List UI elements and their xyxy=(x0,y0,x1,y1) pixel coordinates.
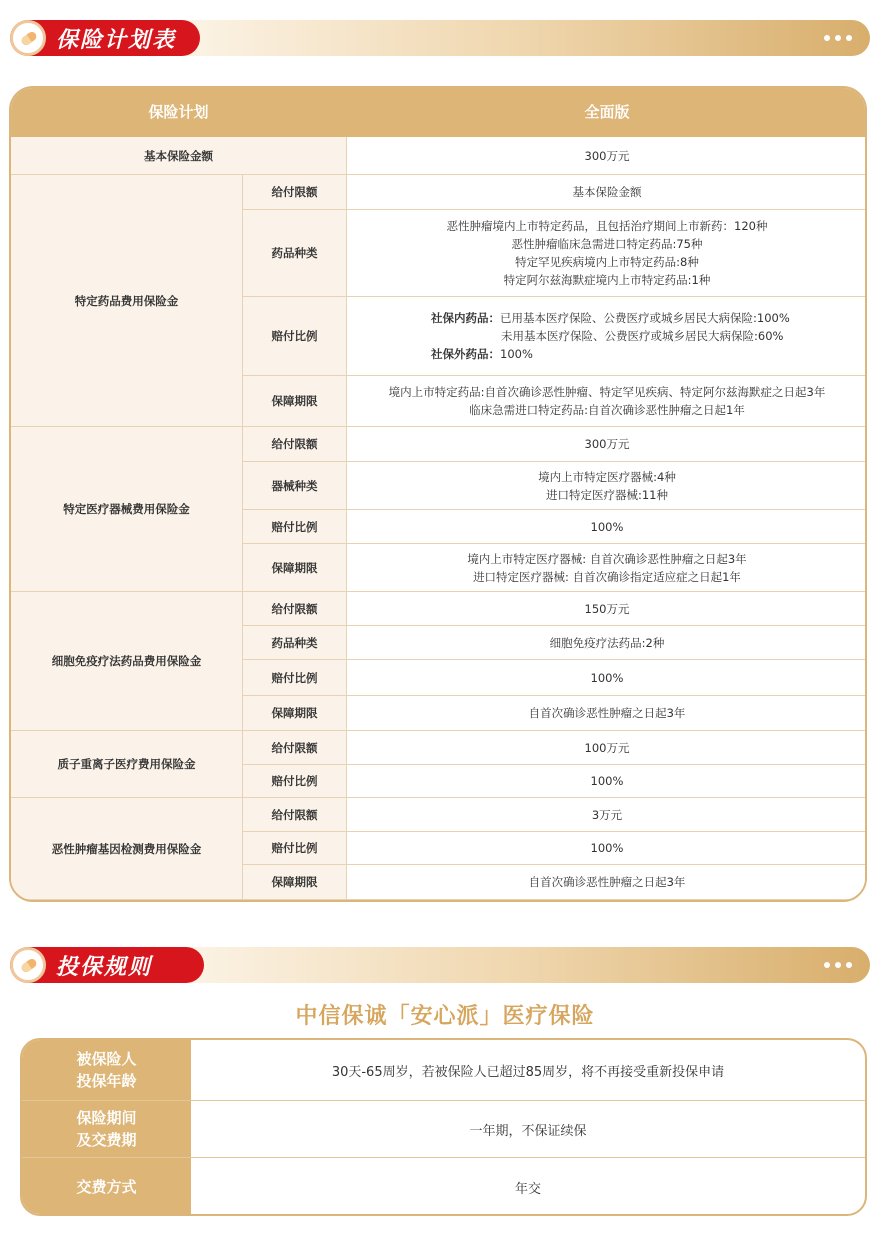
row-label: 给付限额 xyxy=(243,798,346,831)
base-amount-value: 300万元 xyxy=(347,137,867,174)
value-line: 100万元 xyxy=(584,740,630,755)
rule-value: 30天-65周岁，若被保险人已超过85周岁，将不再接受重新投保申请 xyxy=(331,1064,725,1080)
plan-table-header xyxy=(11,88,865,137)
row-value xyxy=(347,660,867,695)
rule-key-line: 及交费期 xyxy=(76,1131,137,1149)
base-amount-label: 基本保险金额 xyxy=(144,148,213,163)
value-line: 境内上市特定医疗器械:4种 xyxy=(538,469,676,484)
more-dots-icon xyxy=(824,35,852,41)
rule-value: 一年期，不保证续保 xyxy=(469,1123,587,1139)
row-value xyxy=(347,175,867,209)
row-label: 赔付比例 xyxy=(243,297,346,375)
row-value xyxy=(347,765,867,797)
value-line: 100% xyxy=(590,670,624,685)
plan-table xyxy=(9,86,867,902)
rule-value: 年交 xyxy=(514,1181,541,1197)
rule-row-period xyxy=(22,1101,865,1157)
ratio-line: 未用基本医疗保险、公费医疗或城乡居民大病保险:60% xyxy=(501,329,784,343)
group-label: 质子重离子医疗费用保险金 xyxy=(11,731,242,798)
value-line: 特定罕见疾病境内上市特定药品:8种 xyxy=(515,255,699,269)
value-line: 恶性肿瘤境内上市特定药品，且包括治疗期间上市新药：120种 xyxy=(446,219,768,233)
value-line: 细胞免疫疗法药品:2种 xyxy=(549,635,665,650)
more-dots-icon xyxy=(824,962,852,968)
base-amount-row xyxy=(11,137,865,175)
row-label: 赔付比例 xyxy=(243,660,346,695)
row-label: 给付限额 xyxy=(243,175,346,209)
row-label: 保障期限 xyxy=(243,696,346,730)
group-label: 恶性肿瘤基因检测费用保险金 xyxy=(11,798,242,900)
group-label: 特定医疗器械费用保险金 xyxy=(11,427,242,592)
row-value xyxy=(347,731,867,764)
rule-key xyxy=(22,1101,191,1157)
capsule-icon xyxy=(10,947,46,983)
value-line: 100% xyxy=(590,774,624,788)
row-value xyxy=(347,592,867,625)
value-line: 150万元 xyxy=(584,601,630,616)
row-value xyxy=(347,544,867,591)
row-value xyxy=(347,427,867,461)
value-line: 境内上市特定药品:自首次确诊恶性肿瘤、特定罕见疾病、特定阿尔兹海默症之日起3年 xyxy=(388,385,826,399)
rule-key-line: 被保险人 xyxy=(76,1050,137,1068)
plan-section-pill xyxy=(10,20,200,56)
row-label: 保障期限 xyxy=(243,376,346,426)
row-label: 给付限额 xyxy=(243,592,346,625)
ratio-line: 社保外药品：100% xyxy=(431,347,533,361)
row-value xyxy=(347,626,867,659)
value-line: 300万元 xyxy=(584,437,630,451)
row-value xyxy=(347,462,867,509)
ratio-line: 社保内药品：已用基本医疗保险、公费医疗或城乡居民大病保险:100% xyxy=(431,311,790,325)
row-value xyxy=(347,832,867,864)
rule-key-line: 交费方式 xyxy=(76,1178,137,1196)
group-label: 细胞免疫疗法药品费用保险金 xyxy=(11,592,242,731)
value-line: 境内上市特定医疗器械: 自首次确诊恶性肿瘤之日起3年 xyxy=(467,551,747,566)
group-label: 特定药品费用保险金 xyxy=(11,175,242,427)
row-value xyxy=(347,696,867,730)
value-line: 100% xyxy=(590,519,624,534)
rules-section-title: 投保规则 xyxy=(56,954,153,980)
rules-table xyxy=(20,1038,867,1216)
row-value xyxy=(347,865,867,899)
row-value xyxy=(347,376,867,426)
capsule-icon xyxy=(10,20,46,56)
plan-section-title: 保险计划表 xyxy=(56,27,177,53)
rules-section-pill xyxy=(10,947,204,983)
row-value xyxy=(347,210,867,296)
value-line: 3万元 xyxy=(591,807,623,822)
value-line: 特定阿尔兹海默症境内上市特定药品:1种 xyxy=(503,273,711,287)
row-value xyxy=(347,297,867,375)
value-line: 100% xyxy=(590,841,624,855)
row-label: 赔付比例 xyxy=(243,832,346,864)
value-line: 自首次确诊恶性肿瘤之日起3年 xyxy=(528,875,686,889)
plan-section-header xyxy=(10,20,870,56)
rule-row-payment xyxy=(22,1158,865,1216)
value-line: 自首次确诊恶性肿瘤之日起3年 xyxy=(528,706,686,720)
product-title: 中信保诚「安心派」医疗保险 xyxy=(295,1004,595,1029)
row-label: 器械种类 xyxy=(243,462,346,509)
value-line: 进口特定医疗器械:11种 xyxy=(545,487,668,502)
rule-key xyxy=(22,1158,191,1216)
rule-key-line: 投保年龄 xyxy=(76,1072,137,1090)
row-label: 赔付比例 xyxy=(243,765,346,797)
row-label: 药品种类 xyxy=(243,626,346,659)
row-value xyxy=(347,798,867,831)
rules-section-header xyxy=(10,947,870,983)
value-line: 基本保险金额 xyxy=(572,185,642,199)
rule-key-line: 保险期间 xyxy=(76,1109,137,1127)
row-label: 给付限额 xyxy=(243,427,346,461)
rule-key xyxy=(22,1040,191,1100)
row-label: 给付限额 xyxy=(243,731,346,764)
row-label: 药品种类 xyxy=(243,210,346,296)
row-label: 保障期限 xyxy=(243,544,346,591)
row-label: 赔付比例 xyxy=(243,510,346,543)
rule-row-age xyxy=(22,1040,865,1100)
row-label: 保障期限 xyxy=(243,865,346,899)
row-value xyxy=(347,510,867,543)
header-version-label: 全面版 xyxy=(584,103,630,121)
value-line: 进口特定医疗器械: 自首次确诊指定适应症之日起1年 xyxy=(473,569,741,584)
value-line: 临床急需进口特定药品:自首次确诊恶性肿瘤之日起1年 xyxy=(469,403,745,417)
value-line: 恶性肿瘤临床急需进口特定药品:75种 xyxy=(511,237,703,251)
header-plan-label: 保险计划 xyxy=(148,103,209,121)
